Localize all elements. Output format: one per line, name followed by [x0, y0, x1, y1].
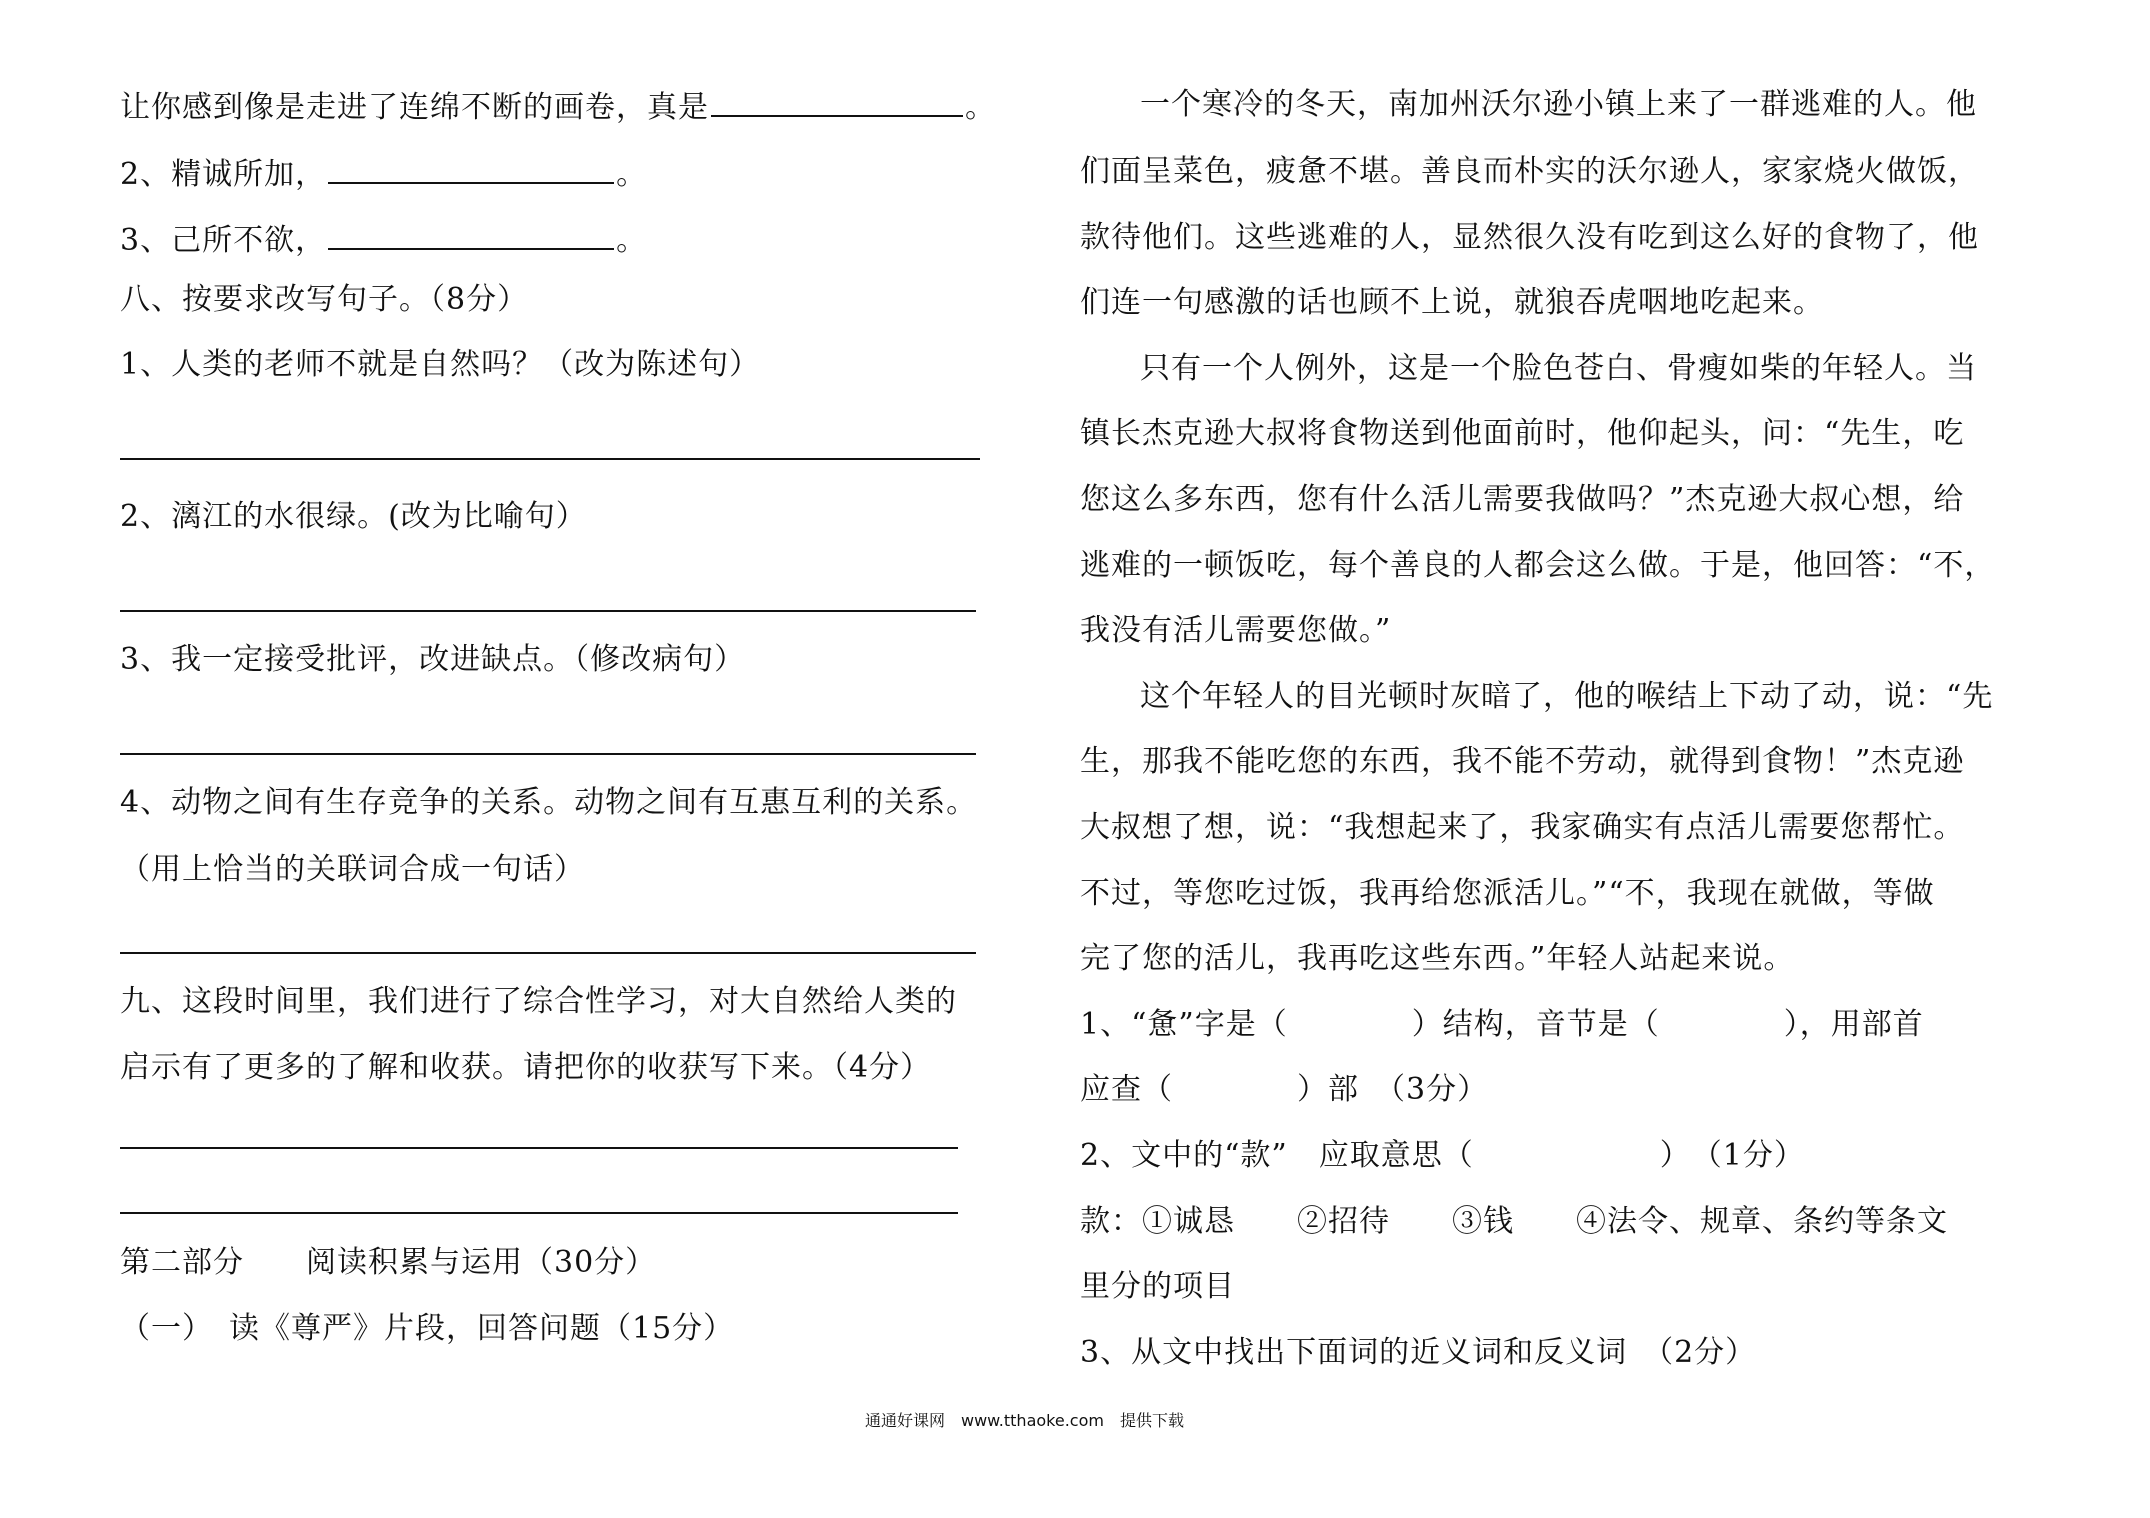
reading-q3: 3、从文中找出下面词的近义词和反义词 （2分） — [1080, 1335, 1757, 1370]
passage-p2-l1: 只有一个人例外，这是一个脸色苍白、骨瘦如柴的年轻人。当 — [1140, 351, 1977, 386]
q7-line1-text: 让你感到像是走进了连绵不断的画卷，真是 — [120, 90, 709, 125]
passage-p2-l5: 我没有活儿需要您做。” — [1080, 613, 1392, 648]
answer-line-9-1[interactable] — [120, 1147, 958, 1149]
q7-2-text: 2、精诚所加， — [120, 157, 327, 192]
passage-p2-l2: 镇长杰克逊大叔将食物送到他面前时，他仰起头，问：“先生，吃 — [1080, 416, 1965, 451]
answer-line-8-4[interactable] — [120, 952, 976, 954]
reading-q1-l1: 1、“惫”字是（ ）结构，音节是（ ），用部首 — [1080, 1007, 1924, 1042]
answer-line-8-1[interactable] — [120, 458, 980, 460]
passage-p3-l1: 这个年轻人的目光顿时灰暗了，他的喉结上下动了动，说：“先 — [1140, 679, 1994, 714]
q7-2-blank[interactable] — [328, 152, 614, 184]
passage-p3-l5: 完了您的活儿，我再吃这些东西。”年轻人站起来说。 — [1080, 941, 1795, 976]
passage-p3-l4: 不过，等您吃过饭，我再给您派活儿。”“不，我现在就做，等做 — [1080, 876, 1935, 911]
section-8-q4-line2: （用上恰当的关联词合成一句话） — [120, 852, 585, 887]
reading-q2-l2: 款：①诚恳 ②招待 ③钱 ④法令、规章、条约等条文 — [1080, 1204, 1948, 1239]
q7-line1-blank[interactable] — [711, 85, 963, 117]
passage-p1-l1: 一个寒冷的冬天，南加州沃尔逊小镇上来了一群逃难的人。他 — [1140, 87, 1977, 122]
part-2-subtitle: （一） 读《尊严》片段，回答问题（15分） — [120, 1311, 735, 1346]
q7-2 — [120, 152, 647, 195]
q7-2-end: 。 — [616, 157, 648, 192]
answer-line-9-2[interactable] — [120, 1212, 958, 1214]
section-8-title: 八、按要求改写句子。（8分） — [120, 282, 529, 317]
passage-p1-l2: 们面呈菜色，疲惫不堪。善良而朴实的沃尔逊人，家家烧火做饭， — [1080, 154, 1979, 189]
answer-line-8-3[interactable] — [120, 753, 976, 755]
section-9-line2: 启示有了更多的了解和收获。请把你的收获写下来。（4分） — [120, 1050, 932, 1085]
q7-line1-end: 。 — [965, 90, 996, 125]
passage-p1-l3: 款待他们。这些逃难的人，显然很久没有吃到这么好的食物了，他 — [1080, 220, 1979, 255]
answer-line-8-2[interactable] — [120, 610, 976, 612]
section-8-q2: 2、漓江的水很绿。(改为比喻句） — [120, 499, 587, 534]
part-2-title: 第二部分 阅读积累与运用（30分） — [120, 1245, 657, 1280]
passage-p2-l3: 您这么多东西，您有什么活儿需要我做吗？”杰克逊大叔心想，给 — [1080, 482, 1965, 517]
q7-3 — [120, 218, 647, 261]
reading-q1-l2: 应查（ ）部 （3分） — [1080, 1072, 1489, 1107]
section-8-q4-line1: 4、动物之间有生存竞争的关系。动物之间有互惠互利的关系。 — [120, 785, 978, 820]
passage-p3-l3: 大叔想了想，说：“我想起来了，我家确实有点活儿需要您帮忙。 — [1080, 810, 1965, 845]
page-footer: 通通好课网 www.tthaoke.com 提供下载 — [865, 1411, 1184, 1430]
passage-p2-l4: 逃难的一顿饭吃，每个善良的人都会这么做。于是，他回答：“不， — [1080, 548, 1996, 583]
q7-3-text: 3、己所不欲， — [120, 223, 327, 258]
q7-3-end: 。 — [616, 223, 648, 258]
passage-p3-l2: 生，那我不能吃您的东西，我不能不劳动，就得到食物！”杰克逊 — [1080, 744, 1965, 779]
reading-q2-l3: 里分的项目 — [1080, 1269, 1235, 1304]
section-9-line1: 九、这段时间里，我们进行了综合性学习，对大自然给人类的 — [120, 984, 957, 1019]
reading-q2-l1: 2、文中的“款” 应取意思（ ） （1分） — [1080, 1138, 1805, 1173]
section-8-q1: 1、人类的老师不就是自然吗？（改为陈述句） — [120, 347, 761, 382]
q7-3-blank[interactable] — [328, 218, 614, 250]
q7-line1 — [120, 85, 996, 128]
section-8-q3: 3、我一定接受批评，改进缺点。（修改病句） — [120, 642, 746, 677]
passage-p1-l4: 们连一句感激的话也顾不上说，就狼吞虎咽地吃起来。 — [1080, 285, 1824, 320]
